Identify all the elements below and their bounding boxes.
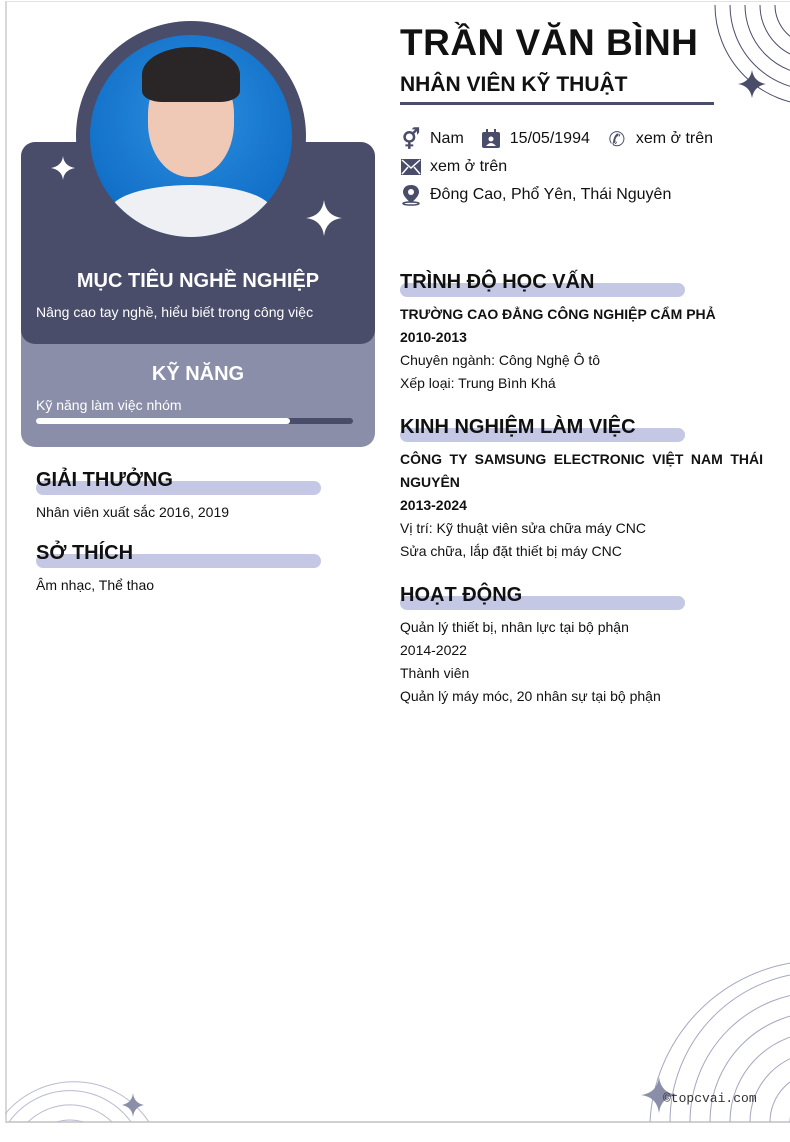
skills-title: KỸ NĂNG	[151, 363, 245, 385]
contact-row-1	[400, 128, 713, 150]
skill-label: Kỹ năng làm việc nhóm	[36, 397, 182, 413]
awards-section	[36, 469, 229, 524]
awards-text: Nhân viên xuất sắc 2016, 2019	[36, 504, 230, 520]
experience-position: Vị trí: Kỹ thuật viên sửa chữa máy CNC	[400, 520, 646, 536]
activities-title: HOẠT ĐỘNG	[400, 584, 523, 606]
activity-line: Quản lý máy móc, 20 nhân sự tại bộ phận	[400, 688, 661, 704]
contact-row-2	[400, 156, 507, 178]
address-value: Đông Cao, Phổ Yên, Thái Nguyên	[430, 186, 672, 203]
education-grade: Xếp loại: Trung Bình Khá	[400, 375, 556, 391]
objective-title: MỤC TIÊU NGHỀ NGHIỆP	[76, 270, 320, 292]
skills-card	[21, 330, 375, 447]
objective-text: Nâng cao tay nghề, hiểu biết trong công việc	[36, 304, 314, 320]
experience-title: KINH NGHIỆM LÀM VIỆC	[400, 416, 636, 438]
activity-line: Thành viên	[400, 665, 470, 681]
contact-row-3	[400, 184, 671, 206]
sparkle-icon	[122, 1093, 144, 1117]
sparkle-icon	[305, 199, 343, 237]
full-name: TRẦN VĂN BÌNH	[400, 22, 699, 63]
activity-line: Quản lý thiết bị, nhân lực tại bộ phận	[400, 619, 629, 635]
experience-section	[400, 416, 763, 563]
birthday-value: 15/05/1994	[509, 130, 590, 147]
experience-description: Sửa chữa, lắp đặt thiết bị máy CNC	[400, 543, 622, 559]
activity-line: 2014-2022	[400, 642, 467, 658]
arcs-bottom-left-decoration	[5, 1065, 155, 1122]
hobbies-section	[36, 542, 154, 597]
education-period: 2010-2013	[400, 329, 467, 345]
avatar	[90, 35, 292, 237]
title-divider	[400, 102, 714, 105]
education-title: TRÌNH ĐỘ HỌC VẤN	[400, 271, 595, 293]
calendar-icon	[480, 128, 502, 150]
gender-icon: ⚥	[401, 128, 421, 151]
job-title: NHÂN VIÊN KỸ THUẬT	[400, 73, 628, 96]
school-name: TRƯỜNG CAO ĐẲNG CÔNG NGHIỆP CẨM PHẢ	[400, 306, 716, 322]
email-value: xem ở trên	[430, 158, 508, 175]
location-icon	[400, 184, 422, 206]
phone-icon: ✆	[608, 128, 626, 151]
company-name: CÔNG TY SAMSUNG ELECTRONIC VIỆT NAM THÁI NGUYÊN	[400, 451, 763, 490]
sparkle-icon	[50, 155, 76, 181]
education-major: Chuyên ngành: Công Nghệ Ô tô	[400, 352, 601, 368]
hobbies-text: Âm nhạc, Thể thao	[36, 577, 155, 593]
watermark: ©topcvai.com	[663, 1091, 757, 1106]
hobbies-title: SỞ THÍCH	[36, 542, 134, 564]
mail-icon	[400, 156, 422, 178]
activities-section	[400, 584, 763, 708]
gender-value: Nam	[430, 130, 464, 147]
awards-title: GIẢI THƯỞNG	[36, 469, 173, 491]
skill-progress-fill	[36, 418, 290, 424]
experience-period: 2013-2024	[400, 497, 467, 513]
arcs-top-right-decoration	[700, 0, 790, 110]
education-section	[400, 271, 763, 395]
phone-value: xem ở trên	[635, 130, 714, 147]
skill-progress-bar	[36, 418, 353, 424]
